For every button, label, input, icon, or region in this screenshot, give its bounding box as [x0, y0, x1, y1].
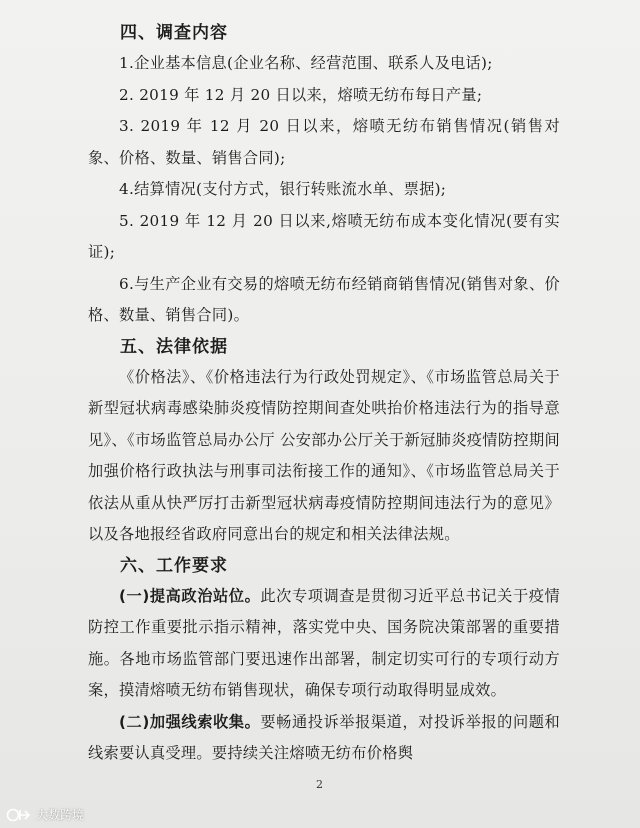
watermark-logo-icon [6, 808, 32, 822]
page-number: 2 [316, 778, 323, 791]
section-6-para-1 [88, 581, 560, 707]
section-5-heading: 五、法律依据 [120, 336, 228, 357]
section-4-item-6: 6.与生产企业有交易的熔喷无纺布经销商销售情况(销售对象、价格、数量、销售合同)。 [88, 274, 560, 324]
section-6-para-1-title: (一)提高政治站位。 [119, 586, 261, 605]
section-4-heading: 四、调查内容 [120, 23, 228, 43]
section-5-body: 《价格法》、《价格违法行为行政处罚规定》、《市场监管总局关于新型冠状病毒感染肺炎疫情防控期间查处哄抬价格违法行为的指导意见》、《市场监管总局办公厅 公安部办公厅关于新冠肺炎疫情防控期间加强价格行政执法与刑事司法衔接工作的通知》、《市场监管总局关于依法从重从快严厉打击新型冠状病毒疫情防控期间违法行为的意见》以及各地报经省政府同意出台的规定和相关法律法规。 [88, 367, 560, 543]
document-body [88, 18, 560, 770]
section-6-para-2-body: 要畅通投诉举报渠道，对投诉举报的问题和线索要认真受理。要持续关注熔喷无纺布价格舆 [88, 712, 561, 762]
section-4-item-4: 4.结算情况(支付方式，银行转账流水单、票据); [119, 180, 447, 198]
section-4-item-3: 3. 2019 年 12 月 20 日以来，熔喷无纺布销售情况(销售对象、价格、数量、销售合同); [88, 117, 560, 167]
section-6-para-2 [88, 707, 560, 770]
watermark [6, 806, 84, 823]
section-4-item-2: 2. 2019 年 12 月 20 日以来，熔喷无纺布每日产量; [119, 85, 483, 104]
section-4-item-5: 5. 2019 年 12 月 20 日以来,熔喷无纺布成本变化情况(要有实证); [88, 211, 560, 261]
watermark-text: 大数跨境 [36, 808, 85, 822]
section-6-heading: 六、工作要求 [120, 555, 228, 576]
section-6-para-1-body: 此次专项调查是贯彻习近平总书记关于疫情防控工作重要批示指示精神，落实党中央、国务院决策部署的重要措施。各地市场监管部门要迅速作出部署，制定切实可行的专项行动方案，摸清熔喷无纺布销售现状，确保专项行动取得明显成效。 [88, 586, 561, 699]
section-4-item-1: 1.企业基本信息(企业名称、经营范围、联系人及电话); [119, 54, 493, 72]
section-6-para-2-title: (二)加强线索收集。 [119, 712, 261, 731]
